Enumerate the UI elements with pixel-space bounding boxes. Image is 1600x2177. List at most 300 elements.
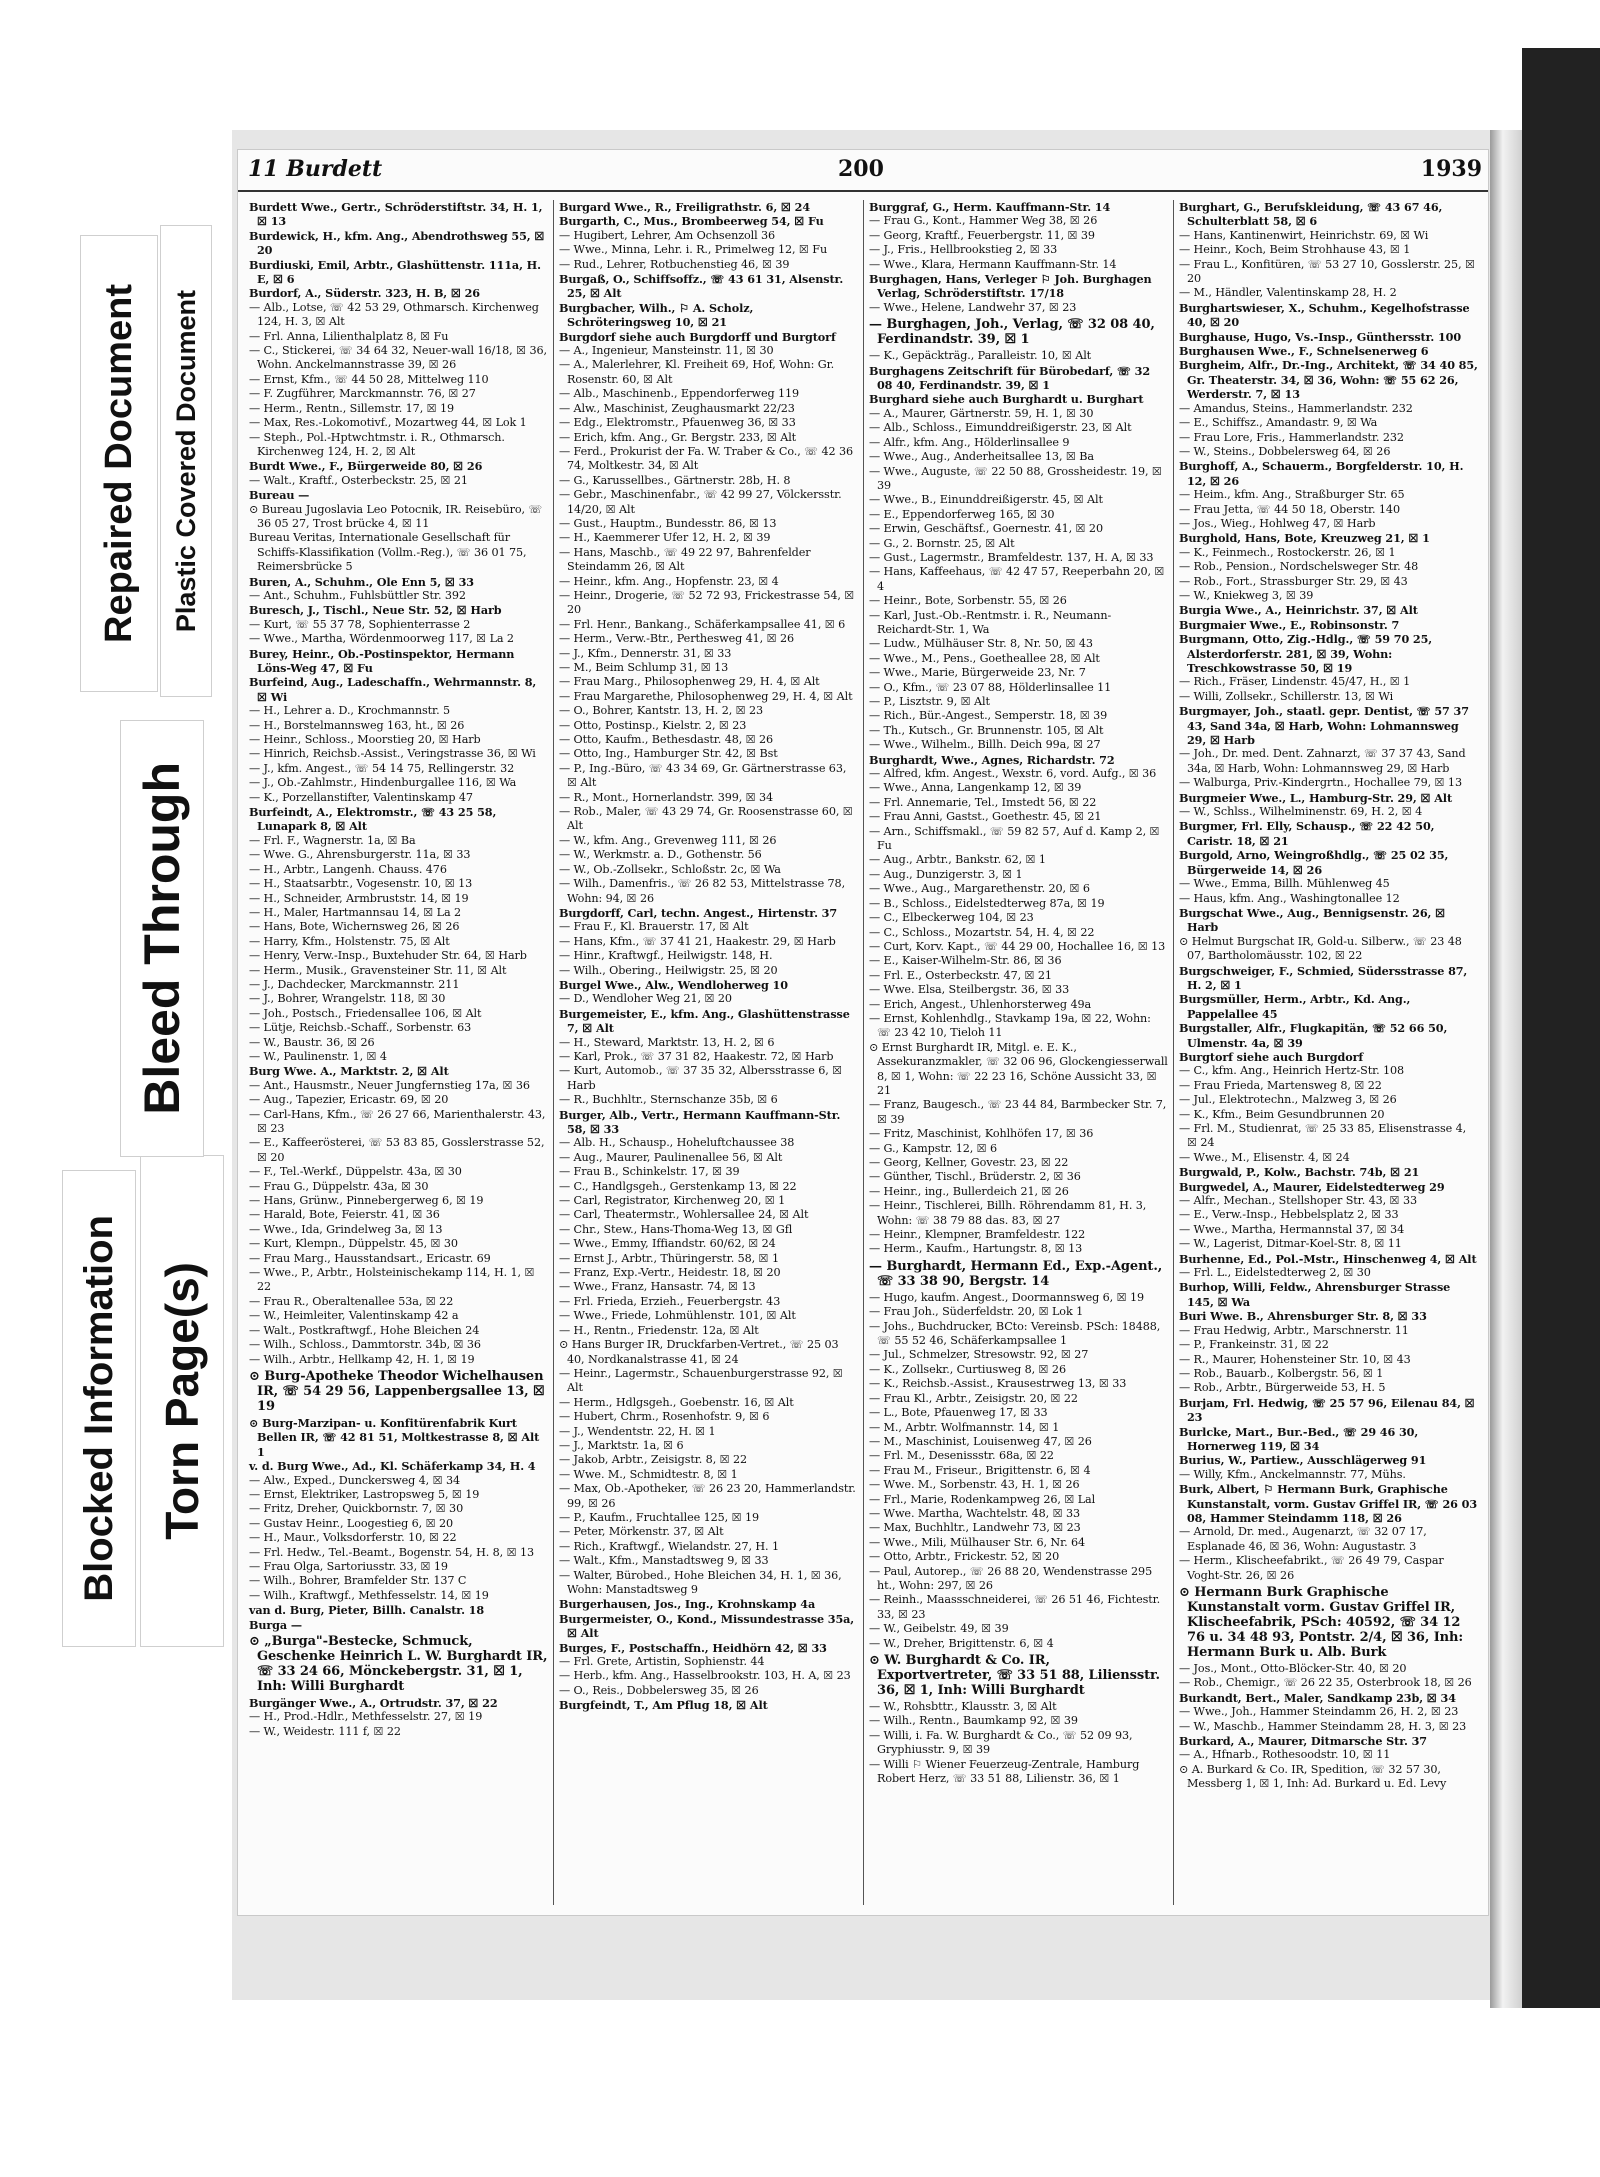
directory-entry: — Joh., Postsch., Friedensallee 106, ☒ Alt xyxy=(249,1006,482,1020)
directory-entry: — Frl. Anna, Lilienthalplatz 8, ☒ Fu xyxy=(249,329,449,343)
directory-entry: — Jos., Wieg., Hohlweg 47, ☒ Harb xyxy=(1179,516,1376,530)
directory-entry: — Chr., Stew., Hans-Thoma-Weg 13, ☒ Gfl xyxy=(559,1222,793,1236)
directory-entry: — Haus, kfm. Ang., Washingtonallee 12 xyxy=(1179,891,1400,905)
directory-entry: — Walt., Postkraftwgf., Hohe Bleichen 24 xyxy=(249,1323,480,1337)
directory-entry: — Rob., Arbtr., Bürgerweide 53, H. 5 xyxy=(1179,1381,1386,1395)
directory-entry: ⊙ A. Burkard & Co. IR, Spedition, ☏ 32 57 30, Messberg 1, ☒ 1, Inh: Ad. Burkard u. Ed. Levy xyxy=(1179,1762,1447,1791)
directory-entry: Bureau — xyxy=(249,488,310,503)
directory-entry: — W., Schlss., Wilhelminenstr. 69, H. 2, ☒ 4 xyxy=(1179,805,1423,819)
directory-entry: Burfeindt, A., Elektromstr., ☏ 43 25 58, Lunapark 8, ☒ Alt xyxy=(249,805,497,834)
directory-entry: — Wwe., Wilhelm., Billh. Deich 99a, ☒ 27 xyxy=(869,738,1101,752)
directory-entry: — K., Gepäckträg., Paralleistr. 10, ☒ Alt xyxy=(869,349,1092,363)
directory-entry: — E., Kaiser-Wilhelm-Str. 86, ☒ 36 xyxy=(869,954,1062,968)
directory-entry: v. d. Burg Wwe., Ad., Kl. Schäferkamp 34, H. 4 xyxy=(249,1459,536,1474)
directory-entry: Burgfeindt, T., Am Pflug 18, ☒ Alt xyxy=(559,1698,768,1713)
directory-entry: Buresch, J., Tischl., Neue Str. 52, ☒ Harb xyxy=(249,603,502,618)
directory-entry: Burgsmüller, Herm., Arbtr., Kd. Ang., Pappelallee 45 xyxy=(1179,992,1411,1021)
directory-entry: — Alfr., kfm. Ang., Hölderlinsallee 9 xyxy=(869,435,1070,449)
directory-entry: — Ferd., Prokurist der Fa. W. Traber & Co., ☏ 42 36 74, Moltkestr. 34, ☒ Alt xyxy=(559,444,854,473)
directory-entry: — Otto, Arbtr., Frickestr. 52, ☒ 20 xyxy=(869,1550,1060,1564)
directory-entry: — Gust., Lagermstr., Bramfeldestr. 137, H. A, ☒ 33 xyxy=(869,550,1154,564)
directory-entry: — Otto, Kaufm., Bethesdastr. 48, ☒ 26 xyxy=(559,733,774,747)
directory-entry: — H., Lehrer a. D., Krochmannstr. 5 xyxy=(249,704,451,718)
directory-entry: — Wwe., Joh., Hammer Steindamm 26, H. 2, ☒ 23 xyxy=(1179,1705,1459,1719)
directory-entry: — Erich, kfm. Ang., Gr. Bergstr. 233, ☒ Alt xyxy=(559,430,797,444)
directory-entry: — Frau Marg., Philosophenweg 29, H. 4, ☒ Alt xyxy=(559,675,820,689)
directory-entry: Burggraf, G., Herm. Kauffmann-Str. 14 xyxy=(869,200,1111,214)
directory-entry: — W., kfm. Ang., Grevenweg 111, ☒ 26 xyxy=(559,833,777,847)
directory-entry: — Alb. H., Schausp., Hoheluftchaussee 38 xyxy=(559,1136,795,1150)
directory-entry: — Frl. E., Osterbeckstr. 47, ☒ 21 xyxy=(869,968,1052,982)
directory-entry: Burghart, G., Berufskleidung, ☏ 43 67 46, Schulterblatt 58, ☒ 6 xyxy=(1179,200,1443,229)
directory-entry: — Herm., Klischeefabrikt., ☏ 26 49 79, Caspar Voght-Str. 26, ☒ 26 xyxy=(1179,1554,1444,1582)
directory-entry: — Karl, Just.-Ob.-Rentmstr. i. R., Neumann-Reichardt-Str. 1, Wa xyxy=(869,608,1112,636)
directory-entry: — C., Schloss., Mozartstr. 54, H. 4, ☒ 22 xyxy=(869,925,1095,939)
directory-entry: — E., Eppendorferweg 165, ☒ 30 xyxy=(869,507,1055,521)
directory-entry: Burgmaier Wwe., E., Robinsonstr. 7 xyxy=(1179,617,1400,632)
directory-entry: — Wwe., M., Elisenstr. 4, ☒ 24 xyxy=(1179,1150,1350,1164)
directory-entry: — Steph., Pol.-Hptwchtmstr. i. R., Othmarsch. Kirchenweg 124, H. 2, ☒ Alt xyxy=(249,430,505,458)
directory-entry: — Rich., Bür.-Angest., Semperstr. 18, ☒ 39 xyxy=(869,709,1108,723)
directory-entry: — Ernst, Kohlenhdlg., Stavkamp 19a, ☒ 22, Wohn: ☏ 23 42 10, Tieloh 11 xyxy=(869,1011,1151,1040)
directory-entry: — Aug., Maurer, Paulinenallee 56, ☒ Alt xyxy=(559,1150,783,1164)
directory-entry: — Hans, Kfm., ☏ 37 41 21, Haakestr. 29, ☒ Harb xyxy=(559,934,836,948)
directory-entry: — O., Reis., Dobbelersweg 35, ☒ 26 xyxy=(559,1683,759,1697)
directory-entry: — Rob., Bauarb., Kolbergstr. 56, ☒ 1 xyxy=(1179,1366,1384,1380)
directory-entry: Burk, Albert, ⚐ Hermann Burk, Graphische Kunstanstalt, vorm. Gustav Griffel IR, ☏ 26 03 08, Hammer Steindamm 118, ☒ 26 xyxy=(1179,1482,1478,1525)
directory-entry: — Heinr., Klempner, Bramfeldestr. 122 xyxy=(869,1228,1086,1242)
directory-entry: — R., Maurer, Hohensteiner Str. 10, ☒ 43 xyxy=(1179,1352,1411,1366)
stamp-plastic-covered xyxy=(160,225,212,697)
directory-entry: — Jul., Elektrotechn., Malzweg 3, ☒ 26 xyxy=(1179,1093,1397,1107)
directory-entry: — Rob., Maler, ☏ 43 29 74, Gr. Roosenstrasse 60, ☒ Alt xyxy=(559,805,853,833)
directory-entry: — Jos., Mont., Otto-Blöcker-Str. 40, ☒ 20 xyxy=(1179,1662,1407,1675)
directory-entry: — Kurt, Klempn., Düppelstr. 45, ☒ 30 xyxy=(249,1237,458,1251)
directory-entry: — W., Baustr. 36, ☒ 26 xyxy=(249,1035,375,1049)
directory-entry: — J., Bohrer, Wrangelstr. 118, ☒ 30 xyxy=(249,992,446,1006)
directory-entry: — Herm., Musik., Gravensteiner Str. 11, ☒ Alt xyxy=(249,963,507,977)
directory-entry: ⊙ W. Burghardt & Co. IR, Exportvertreter, ☏ 33 51 88, Liliensstr. 36, ☒ 1, Inh: Willi Burghardt xyxy=(869,1653,1160,1698)
directory-entry: Burgaß, O., Schiffsoffz., ☏ 43 61 31, Alsenstr. 25, ☒ Alt xyxy=(559,272,844,301)
directory-entry: — E., Verw.-Insp., Hebbelsplatz 2, ☒ 33 xyxy=(1179,1208,1399,1222)
directory-entry: — Wwe., Auguste, ☏ 22 50 88, Grossheidestr. 19, ☒ 39 xyxy=(869,464,1162,492)
directory-entry: — W., Werkmstr. a. D., Gothenstr. 56 xyxy=(559,848,762,862)
directory-entry: Burhenne, Ed., Pol.-Mstr., Hinschenweg 4, ☒ Alt xyxy=(1179,1251,1477,1266)
directory-entry: — Alb., Lotse, ☏ 42 53 29, Othmarsch. Kirchenweg 124, H. 3, ☒ Alt xyxy=(249,300,539,329)
stamp-repaired-document xyxy=(80,235,158,692)
directory-entry: — H., Prod.-Hdlr., Methfesselstr. 27, ☒ 19 xyxy=(249,1710,483,1724)
directory-entry: Burghause, Hugo, Vs.-Insp., Günthersstr. 100 xyxy=(1179,329,1462,344)
directory-entry: — Wwe. G., Ahrensburgerstr. 11a, ☒ 33 xyxy=(249,848,471,862)
stamp-label: Plastic Covered Document xyxy=(170,289,201,633)
directory-entry: — Frau Marg., Hausstandsart., Ericastr. 69 xyxy=(249,1251,491,1265)
directory-entry: — Frau B., Schinkelstr. 17, ☒ 39 xyxy=(559,1165,740,1179)
directory-entry: — K., Feinmech., Rostockerstr. 26, ☒ 1 xyxy=(1179,545,1396,559)
directory-entry: — Amandus, Steins., Hammerlandstr. 232 xyxy=(1179,401,1413,415)
directory-entry: — J., Wendentstr. 22, H. ☒ 1 xyxy=(559,1424,716,1438)
directory-entry: — D., Wendloher Weg 21, ☒ 20 xyxy=(559,992,732,1006)
directory-entry: — K., Porzellanstifter, Valentinskamp 47 xyxy=(249,790,473,804)
directory-entry: — C., Handlgsgeh., Gerstenkamp 13, ☒ 22 xyxy=(559,1179,797,1193)
directory-entry: Burgel Wwe., Alw., Wendloherweg 10 xyxy=(559,977,788,992)
directory-entry: — Karl, Prok., ☏ 37 31 82, Haakestr. 72, ☒ Harb xyxy=(559,1049,834,1063)
directory-entry: — Aug., Dunzigerstr. 3, ☒ 1 xyxy=(869,867,1023,881)
directory-entry: — Frl. M., Desenissstr. 68a, ☒ 22 xyxy=(869,1449,1054,1463)
directory-entry: Burgmayer, Joh., staatl. gepr. Dentist, ☏ 57 37 43, Sand 34a, ☒ Harb, Wohn: Lohmannsweg 29, ☒ Harb xyxy=(1179,704,1469,748)
directory-entry: — J., Marktstr. 1a, ☒ 6 xyxy=(559,1438,684,1452)
directory-entry: — H., Staatsarbtr., Vogesenstr. 10, ☒ 13 xyxy=(249,877,473,891)
directory-entry: Burghard siehe auch Burghardt u. Burghart xyxy=(869,392,1144,407)
stamp-label: Repaired Document xyxy=(97,284,140,643)
directory-entry: — Ant., Hausmstr., Neuer Jungfernstieg 17a, ☒ 36 xyxy=(249,1078,530,1092)
directory-entry: — C., Stickerei, ☏ 34 64 32, Neuer-wall 16/18, ☒ 36, Wohn. Anckelmannstrasse 39, ☒ 26 xyxy=(249,344,547,372)
directory-entry: — Frau Joh., Süderfeldstr. 20, ☒ Lok 1 xyxy=(869,1305,1084,1319)
directory-entry: — Arnold, Dr. med., Augenarzt, ☏ 32 07 17, Esplanade 46, ☒ 36, Wohn: Augustastr. 3 xyxy=(1179,1525,1427,1553)
directory-entry: ⊙ Helmut Burgschat IR, Gold-u. Silberw., ☏ 23 48 07, Bartholomäusstr. 102, ☒ 22 xyxy=(1179,934,1462,963)
directory-entry: — B., Schloss., Eidelstedterweg 87a, ☒ 19 xyxy=(869,896,1105,910)
directory-entry: ⊙ Burg-Marzipan- u. Konfitürenfabrik Kurt Bellen IR, ☏ 42 81 51, Moltkestrasse 8, ☒ Alt 1 xyxy=(249,1415,540,1459)
directory-entry: — L., Bote, Pfauenweg 17, ☒ 33 xyxy=(869,1406,1048,1420)
directory-entry: Burges, F., Postschaffn., Heidhörn 42, ☒ 33 xyxy=(559,1640,827,1655)
directory-entry: ⊙ „Burga"-Bestecke, Schmuck, Geschenke Heinrich L. W. Burghardt IR, ☏ 33 24 66, Mönckebergstr. 31, ☒ 1, Inh: Willi Burghardt xyxy=(249,1634,548,1694)
directory-entry: Burga — xyxy=(249,1617,302,1632)
directory-entry: — Wwe. Martha, Wachtelstr. 48, ☒ 33 xyxy=(869,1506,1081,1520)
directory-entry: Burghardt, Wwe., Agnes, Richardstr. 72 xyxy=(869,752,1115,767)
directory-entry: — Wwe. M., Schmidtestr. 8, ☒ 1 xyxy=(559,1467,738,1481)
stamp-bleed-through xyxy=(120,720,204,1157)
directory-entry: Burdiuski, Emil, Arbtr., Glashüttenstr. 111a, H. E, ☒ 6 xyxy=(249,257,541,287)
directory-entry: Burgerhausen, Jos., Ing., Krohnskamp 4a xyxy=(559,1597,816,1612)
directory-entry: — Carl, Registrator, Kirchenweg 20, ☒ 1 xyxy=(559,1194,786,1208)
directory-entry: — R., Mont., Hornerlandstr. 399, ☒ 34 xyxy=(559,790,774,804)
directory-entry: — Paul, Autorep., ☏ 26 88 20, Wendenstrasse 295 ht., Wohn: 297, ☒ 26 xyxy=(869,1564,1153,1592)
directory-entry: — W., Maschb., Hammer Steindamm 28, H. 3, ☒ 23 xyxy=(1179,1719,1467,1733)
directory-entry: Burjam, Frl. Hedwig, ☏ 25 57 96, Eilenau 84, ☒ 23 xyxy=(1179,1395,1475,1425)
directory-entry: — Wwe., Klara, Hermann Kauffmann-Str. 14 xyxy=(869,257,1117,271)
directory-entry: — Harald, Bote, Feierstr. 41, ☒ 36 xyxy=(249,1208,440,1222)
directory-entry: Burkard, A., Maurer, Ditmarsche Str. 37 xyxy=(1179,1734,1427,1749)
directory-entry: — A., Hfnarb., Rothesoodstr. 10, ☒ 11 xyxy=(1179,1748,1391,1762)
directory-entry: — Walter, Bürobed., Hohe Bleichen 34, H. 1, ☒ 36, Wohn: Manstadtsweg 9 xyxy=(559,1568,842,1596)
directory-entry: — Frau Jetta, ☏ 44 50 18, Oberstr. 140 xyxy=(1179,502,1400,516)
directory-entry: — Wwe., Marie, Bürgerweide 23, Nr. 7 xyxy=(869,666,1086,680)
directory-entry: Burgdorff, Carl, techn. Angest., Hirtenstr. 37 xyxy=(559,905,838,920)
directory-entry: — Alb., Maschinenb., Eppendorferweg 119 xyxy=(559,387,800,401)
directory-entry: — Frau Margarethe, Philosophenweg 29, H. 4, ☒ Alt xyxy=(559,689,853,703)
directory-entry: — H., Rentn., Friedenstr. 12a, ☒ Alt xyxy=(559,1323,759,1337)
column-3 xyxy=(864,200,1174,1905)
directory-entry: — Otto, Ing., Hamburger Str. 42, ☒ Bst xyxy=(559,747,778,761)
directory-entry: — H., Arbtr., Langenh. Chauss. 476 xyxy=(249,862,447,876)
directory-entry: — Ludw., Mülhäuser Str. 8, Nr. 50, ☒ 43 xyxy=(869,637,1093,651)
directory-entry: — Alw., Maschinist, Zeughausmarkt 22/23 xyxy=(559,401,795,415)
directory-entry: — Wwe., Ida, Grindelweg 3a, ☒ 13 xyxy=(249,1222,443,1236)
directory-entry: — W., Lagerist, Ditmar-Koel-Str. 8, ☒ 11 xyxy=(1179,1237,1402,1251)
column-1 xyxy=(244,200,554,1905)
directory-entry: — P., Kaufm., Fruchtallee 125, ☒ 19 xyxy=(559,1510,760,1524)
directory-entry: — Joh., Dr. med. Dent. Zahnarzt, ☏ 37 37 43, Sand 34a, ☒ Harb, Wohn: Lohmannsweg 29, ☒ Harb xyxy=(1179,747,1466,775)
directory-entry: — Willy, Kfm., Anckelmannstr. 77, Mühs. xyxy=(1179,1467,1406,1481)
directory-entry: — J., Ob.-Zahlmstr., Hindenburgallee 116, ☒ Wa xyxy=(249,776,517,790)
directory-entry: — Reinh., Maassschneiderei, ☏ 26 51 46, Fichtestr. 33, ☒ 23 xyxy=(869,1593,1161,1621)
directory-entry: Burghold, Hans, Bote, Kreuzweg 21, ☒ 1 xyxy=(1179,531,1430,546)
directory-entry: — K., Kfm., Beim Gesundbrunnen 20 xyxy=(1179,1107,1385,1121)
directory-entry: — Walt., Kraftf., Osterbeckstr. 25, ☒ 21 xyxy=(249,473,468,487)
directory-entry: — G., 2. Bornstr. 25, ☒ Alt xyxy=(869,536,1015,550)
directory-entry: — Frau Kl., Arbtr., Zeisigstr. 20, ☒ 22 xyxy=(869,1391,1078,1405)
directory-entry: — H., Steward, Marktstr. 13, H. 2, ☒ 6 xyxy=(559,1035,775,1049)
directory-entry: — Heinr., Tischlerei, Billh. Röhrendamm 81, H. 3, Wohn: ☏ 38 79 88 das. 83, ☒ 27 xyxy=(869,1199,1147,1227)
directory-entry: Buren, A., Schuhm., Ole Enn 5, ☒ 33 xyxy=(249,574,474,589)
directory-entry: — A., Ingenieur, Mansteinstr. 11, ☒ 30 xyxy=(559,344,774,358)
directory-entry: — Hans, Kaffeehaus, ☏ 42 47 57, Reeperbahn 20, ☒ 4 xyxy=(869,565,1165,593)
directory-entry: Burfeind, Aug., Ladeschaffn., Wehrmannstr. 8, ☒ Wi xyxy=(249,675,537,704)
directory-entry: — Walt., Kfm., Manstadtsweg 9, ☒ 33 xyxy=(559,1554,769,1568)
directory-entry: — Frau Olga, Sartoriusstr. 33, ☒ 19 xyxy=(249,1559,448,1573)
directory-entry: — H., Maler, Hartmannsau 14, ☒ La 2 xyxy=(249,905,462,919)
columns xyxy=(244,200,1484,1905)
directory-entry: ⊙ Hans Burger IR, Druckfarben-Vertret., ☏ 25 03 40, Nordkanalstrasse 41, ☒ 24 xyxy=(559,1338,839,1366)
directory-entry: — K., Zollsekr., Curtiusweg 8, ☒ 26 xyxy=(869,1362,1066,1376)
directory-entry: Burgarth, C., Mus., Brombeerweg 54, ☒ Fu xyxy=(559,214,824,229)
directory-entry: — H., Borstelmannsweg 163, ht., ☒ 26 xyxy=(249,718,465,732)
directory-entry: — Henry, Verw.-Insp., Buxtehuder Str. 64, ☒ Harb xyxy=(249,949,527,963)
directory-entry: Burghartswieser, X., Schuhm., Kegelhofstrasse 40, ☒ 20 xyxy=(1179,300,1470,330)
directory-entry: — Frl. F., Wagnerstr. 1a, ☒ Ba xyxy=(249,833,416,847)
directory-entry: — W., Kniekweg 3, ☒ 39 xyxy=(1179,588,1314,602)
directory-entry: — Heinr., Drogerie, ☏ 52 72 93, Frickestrasse 54, ☒ 20 xyxy=(559,588,855,617)
directory-entry: — W., Rohsbttr., Klausstr. 3, ☒ Alt xyxy=(869,1700,1057,1713)
directory-entry: van d. Burg, Pieter, Billh. Canalstr. 18 xyxy=(249,1603,485,1618)
directory-entry: — Wilh., Obering., Heilwigstr. 25, ☒ 20 xyxy=(559,963,778,977)
directory-entry: — Jakob, Arbtr., Zeisigstr. 8, ☒ 22 xyxy=(559,1453,748,1467)
directory-entry: — Hinrich, Reichsb.-Assist., Veringstrasse 36, ☒ Wi xyxy=(249,747,536,761)
directory-entry: — Wwe., Mili, Mülhauser Str. 6, Nr. 64 xyxy=(869,1535,1086,1549)
directory-entry: — Hugo, kaufm. Angest., Doormannsweg 6, ☒ 19 xyxy=(869,1290,1144,1304)
header-name-range: 11 Burdett xyxy=(248,156,383,182)
directory-entry: Burgermeister, O., Kond., Missundestrasse 35a, ☒ Alt xyxy=(559,1611,855,1641)
scanner-border-right xyxy=(1522,48,1600,2008)
directory-entry: — A., Maurer, Gärtnerstr. 59, H. 1, ☒ 30 xyxy=(869,406,1094,420)
directory-entry: — W., Steins., Dobbelersweg 64, ☒ 26 xyxy=(1179,444,1391,458)
directory-entry: — Frl., Marie, Rodenkampweg 26, ☒ Lal xyxy=(869,1492,1096,1506)
directory-entry: — Alb., Schloss., Eimunddreißigerstr. 23, ☒ Alt xyxy=(869,421,1132,435)
directory-entry: — Alfr., Mechan., Stellshoper Str. 43, ☒ 33 xyxy=(1179,1194,1417,1208)
directory-entry: — Frau Hedwig, Arbtr., Marschnerstr. 11 xyxy=(1179,1323,1409,1337)
directory-entry: — Frau R., Oberaltenallee 53a, ☒ 22 xyxy=(249,1294,454,1308)
directory-entry: — Heim., kfm. Ang., Straßburger Str. 65 xyxy=(1179,488,1405,502)
directory-entry: — J., Kfm., Dennerstr. 31, ☒ 33 xyxy=(559,646,732,660)
directory-entry: — Walburga, Priv.-Kindergrtn., Hochallee 79, ☒ 13 xyxy=(1179,776,1462,790)
directory-entry: — W., Dreher, Brigittenstr. 6, ☒ 4 xyxy=(869,1636,1054,1650)
directory-entry: — W., Geibelstr. 49, ☒ 39 xyxy=(869,1622,1009,1636)
directory-entry: — Frl. Hedw., Tel.-Beamt., Bogenstr. 54, H. 8, ☒ 13 xyxy=(249,1545,534,1559)
directory-entry: — Max, Buchhltr., Landwehr 73, ☒ 23 xyxy=(869,1521,1081,1535)
directory-entry: — J., Dachdecker, Marckmannstr. 211 xyxy=(249,977,460,991)
directory-entry: — Hans, Maschb., ☏ 49 22 97, Bahrenfelder Steindamm 26, ☒ Alt xyxy=(559,545,811,574)
directory-entry: — Willi, i. Fa. W. Burghardt & Co., ☏ 52 09 93, Gryphiusstr. 9, ☒ 39 xyxy=(869,1728,1133,1757)
directory-entry: — Frau F., Kl. Brauerstr. 17, ☒ Alt xyxy=(559,920,749,934)
directory-entry: — Ernst, Kfm., ☏ 44 50 28, Mittelweg 110 xyxy=(249,372,489,386)
directory-entry: — F. Zugführer, Marckmannstr. 76, ☒ 27 xyxy=(249,387,476,401)
page-number: 200 xyxy=(838,156,884,182)
directory-entry: — Gust., Hauptm., Bundesstr. 86, ☒ 13 xyxy=(559,516,777,530)
directory-entry: Burgemeister, E., kfm. Ang., Glashüttenstrasse 7, ☒ Alt xyxy=(559,1006,850,1036)
directory-entry: — O., Kfm., ☏ 23 07 88, Hölderlinsallee 11 xyxy=(869,680,1112,694)
directory-entry: Burey, Heinr., Ob.-Postinspektor, Hermann Löns-Weg 47, ☒ Fu xyxy=(249,646,515,675)
directory-entry: — Rich., Kraftwgf., Wielandstr. 27, H. 1 xyxy=(559,1539,779,1553)
directory-entry: — Rob., Chemigr., ☏ 26 22 35, Osterbrook 18, ☒ 26 xyxy=(1179,1676,1472,1690)
directory-entry: — Frl. Annemarie, Tel., Imstedt 56, ☒ 22 xyxy=(869,795,1097,809)
directory-entry: — W., Heimleiter, Valentinskamp 42 a xyxy=(249,1309,459,1323)
directory-entry: Burius, W., Partiew., Ausschlägerweg 91 xyxy=(1179,1453,1427,1468)
directory-entry: — Wilh., Arbtr., Hellkamp 42, H. 1, ☒ 19 xyxy=(249,1352,475,1366)
directory-entry: — P., Frankeinstr. 31, ☒ 22 xyxy=(1179,1338,1329,1352)
directory-entry: — Frl. L., Eidelstedterweg 2, ☒ 30 xyxy=(1179,1266,1371,1280)
directory-entry: Burghagen, Hans, Verleger ⚐ Joh. Burghagen Verlag, Schröderstiftstr. 17/18 xyxy=(869,272,1152,301)
scan-margin-bottom xyxy=(0,2008,1600,2177)
directory-entry: — Georg, Kraftf., Feuerbergstr. 11, ☒ 39 xyxy=(869,228,1095,242)
directory-entry: — Th., Kutsch., Gr. Brunnenstr. 105, ☒ Alt xyxy=(869,723,1104,737)
directory-entry: — M., Beim Schlump 31, ☒ 13 xyxy=(559,661,729,674)
directory-entry: — Fritz, Maschinist, Kohlhöfen 17, ☒ 36 xyxy=(869,1127,1094,1141)
directory-entry: — Wilh., Damenfris., ☏ 26 82 53, Mittelstrasse 78, Wohn: 94, ☒ 26 xyxy=(559,877,846,905)
directory-entry: — M., Händler, Valentinskamp 28, H. 2 xyxy=(1179,286,1397,300)
directory-entry: — Wwe., Anna, Langenkamp 12, ☒ 39 xyxy=(869,781,1082,795)
directory-entry: — Hans, Bote, Wichernsweg 26, ☒ 26 xyxy=(249,920,460,934)
directory-entry: — Wwe., Friede, Lohmühlenstr. 101, ☒ Alt xyxy=(559,1309,796,1323)
directory-entry: — Hans, Grünw., Pinnebergerweg 6, ☒ 19 xyxy=(249,1194,484,1208)
directory-entry: Burgschat Wwe., Aug., Bennigsenstr. 26, ☒ Harb xyxy=(1179,905,1446,935)
directory-entry: — Peter, Mörkenstr. 37, ☒ Alt xyxy=(559,1525,724,1539)
directory-entry: — Carl, Theatermstr., Wohlersallee 24, ☒ Alt xyxy=(559,1208,809,1222)
directory-entry: — E., Kaffeerösterei, ☏ 53 83 85, Gosslerstrasse 52, ☒ 20 xyxy=(249,1136,545,1164)
directory-entry: — Günther, Tischl., Brüderstr. 2, ☒ 36 xyxy=(869,1170,1081,1184)
directory-entry: Burgard Wwe., R., Freiligrathstr. 6, ☒ 24 xyxy=(559,200,811,214)
directory-entry: — Gustav Heinr., Loogestieg 6, ☒ 20 xyxy=(249,1516,454,1530)
directory-entry: Burger, Alb., Vertr., Hermann Kauffmann-Str. 58, ☒ 33 xyxy=(559,1107,841,1136)
directory-entry: Burgold, Arno, Weingroßhdlg., ☏ 25 02 35, Bürgerweide 14, ☒ 26 xyxy=(1179,848,1449,877)
directory-entry: — Aug., Arbtr., Bankstr. 62, ☒ 1 xyxy=(869,853,1046,867)
directory-page xyxy=(238,150,1488,1915)
directory-entry: — W., Ob.-Zollsekr., Schloßstr. 2c, ☒ Wa xyxy=(559,862,781,876)
directory-entry: Burgheim, Alfr., Dr.-Ing., Architekt, ☏ 34 40 85, Gr. Theaterstr. 34, ☒ 36, Wohn: ☏ 55 62 26, Werderstr. 7, ☒ 13 xyxy=(1179,358,1478,402)
directory-entry: Bureau Veritas, Internationale Gesellschaft für Schiffs-Klassifikation (Vollm.-Reg.), ☏ 36 01 75, Reimersbrücke 5 xyxy=(249,531,527,574)
directory-entry: — Frl. Frieda, Erzieh., Feuerbergstr. 43 xyxy=(559,1294,781,1308)
directory-entry: — R., Buchhltr., Sternschanze 35b, ☒ 6 xyxy=(559,1093,778,1107)
stamp-strip xyxy=(0,0,240,2177)
directory-entry: — Franz, Exp.-Vertr., Heidestr. 18, ☒ 20 xyxy=(559,1266,781,1280)
directory-entry: Burghausen Wwe., F., Schnelsenerweg 6 xyxy=(1179,344,1429,359)
directory-entry: Burdewick, H., kfm. Ang., Abendrothsweg 55, ☒ 20 xyxy=(249,228,545,258)
directory-entry: — Frau L., Konfitüren, ☏ 53 27 10, Gosslerstr. 25, ☒ 20 xyxy=(1179,257,1475,286)
directory-entry: — Kurt, ☏ 55 37 78, Sophienterrasse 2 xyxy=(249,617,471,631)
directory-entry: — Heinr., kfm. Ang., Hopfenstr. 23, ☒ 4 xyxy=(559,574,779,588)
directory-entry: — Rud., Lehrer, Rotbuchenstieg 46, ☒ 39 xyxy=(559,257,790,271)
directory-entry: — Frau Frieda, Martensweg 8, ☒ 22 xyxy=(1179,1078,1382,1092)
directory-entry: Burgmann, Otto, Zig.-Hdlg., ☏ 59 70 25, Alsterdorferstr. 281, ☒ 39, Wohn: Treschkowstrasse 50, ☒ 19 xyxy=(1179,632,1433,675)
directory-entry: — Max, Res.-Lokomotivf., Mozartweg 44, ☒ Lok 1 xyxy=(249,416,527,430)
directory-entry: — Wilh., Rentn., Baumkamp 92, ☒ 39 xyxy=(869,1714,1078,1728)
directory-entry: Burgstaller, Alfr., Flugkapitän, ☏ 52 66 50, Ulmenstr. 4a, ☒ 39 xyxy=(1179,1021,1448,1050)
directory-entry: — Wwe., Martha, Wördenmoorweg 117, ☒ La 2 xyxy=(249,632,514,646)
directory-entry: Burgwald, P., Kolw., Bachstr. 74b, ☒ 21 xyxy=(1179,1165,1420,1180)
directory-entry: — Wwe., Aug., Margarethenstr. 20, ☒ 6 xyxy=(869,882,1090,896)
directory-entry: — Harry, Kfm., Holstenstr. 75, ☒ Alt xyxy=(249,934,450,948)
directory-entry: — Fritz, Dreher, Quickbornstr. 7, ☒ 30 xyxy=(249,1502,464,1516)
directory-entry: — W., Weidestr. 111 f, ☒ 22 xyxy=(249,1724,401,1738)
directory-entry: — Willi ⚐ Wiener Feuerzeug-Zentrale, Hamburg Robert Herz, ☏ 33 51 88, Lilienstr. 36, ☒ 1 xyxy=(869,1757,1140,1786)
directory-entry: — E., Schiffsz., Amandastr. 9, ☒ Wa xyxy=(1179,416,1378,430)
directory-entry: — Burghagen, Joh., Verlag, ☏ 32 08 40, Ferdinandstr. 39, ☒ 1 xyxy=(869,317,1155,348)
directory-entry: — M., Maschinist, Louisenweg 47, ☒ 26 xyxy=(869,1434,1092,1448)
directory-entry: — Wwe., Emmy, Iffiandstr. 60/62, ☒ 24 xyxy=(559,1237,776,1251)
header-year: 1939 xyxy=(1420,156,1482,182)
directory-entry: Burdett Wwe., Gertr., Schröderstiftstr. 34, H. 1, ☒ 13 xyxy=(249,200,543,229)
directory-entry: Burg Wwe. A., Marktstr. 2, ☒ Alt xyxy=(249,1064,449,1079)
directory-entry: Buri Wwe. B., Ahrensburger Str. 8, ☒ 33 xyxy=(1179,1309,1427,1324)
directory-entry: — P., Ing.-Büro, ☏ 43 34 69, Gr. Gärtnerstrasse 63, ☒ Alt xyxy=(559,761,847,790)
directory-entry: — Alfred, kfm. Angest., Wexstr. 6, vord. Aufg., ☒ 36 xyxy=(869,767,1157,781)
directory-entry: — Hinr., Kraftwgf., Heilwigstr. 148, H. xyxy=(559,949,773,963)
book-gutter xyxy=(1490,130,1522,2010)
directory-entry: — Wilh., Kraftwgf., Methfesselstr. 14, ☒ 19 xyxy=(249,1588,489,1602)
directory-entry: Burgmer, Frl. Elly, Schausp., ☏ 22 42 50, Caristr. 18, ☒ 21 xyxy=(1179,819,1435,848)
directory-entry: — Jul., Schmelzer, Stresowstr. 92, ☒ 27 xyxy=(869,1348,1089,1362)
directory-entry: — Wwe., Franz, Hansastr. 74, ☒ 13 xyxy=(559,1280,756,1294)
directory-entry: Burghoff, A., Schauerm., Borgfelderstr. 10, H. 12, ☒ 26 xyxy=(1179,459,1464,488)
directory-entry: — Herm., Verw.-Btr., Perthesweg 41, ☒ 26 xyxy=(559,632,794,646)
directory-entry: — W., Paulinenstr. 1, ☒ 4 xyxy=(249,1049,387,1063)
stamp-label: Blocked Information xyxy=(76,1215,121,1602)
directory-entry: — Herm., Kaufm., Hartungstr. 8, ☒ 13 xyxy=(869,1242,1083,1256)
directory-entry: — A., Malerlehrer, Kl. Freiheit 69, Hof, Wohn: Gr. Rosenstr. 60, ☒ Alt xyxy=(559,358,835,386)
stamp-torn-pages xyxy=(140,1155,224,1647)
directory-entry: — Wwe., B., Einunddreißigerstr. 45, ☒ Alt xyxy=(869,493,1103,507)
directory-entry: — Heinr., Bote, Sorbenstr. 55, ☒ 26 xyxy=(869,594,1067,608)
directory-entry: — Willi, Zollsekr., Schillerstr. 13, ☒ Wi xyxy=(1179,689,1394,703)
directory-entry: — Frau G., Kont., Hammer Weg 38, ☒ 26 xyxy=(869,214,1098,228)
directory-entry: — J., Fris., Hellbrookstieg 2, ☒ 33 xyxy=(869,243,1058,257)
directory-entry: — Wwe., Minna, Lehr. i. R., Primelweg 12, ☒ Fu xyxy=(559,243,828,257)
directory-entry: — Herm., Rentn., Sillemstr. 17, ☒ 19 xyxy=(249,401,455,415)
directory-entry: — Rob., Pension., Nordschelsweger Str. 48 xyxy=(1179,560,1419,574)
directory-entry: — Wilh., Bohrer, Bramfelder Str. 137 C xyxy=(249,1574,467,1588)
directory-entry: — Gebr., Maschinenfabr., ☏ 42 99 27, Völckersstr. 14/20, ☒ Alt xyxy=(559,488,842,516)
directory-entry: — F., Tel.-Werkf., Düppelstr. 43a, ☒ 30 xyxy=(249,1165,462,1179)
directory-entry: Burgwedel, A., Maurer, Eidelstedterweg 29 xyxy=(1179,1179,1445,1194)
directory-entry: — Alw., Exped., Dunckersweg 4, ☒ 34 xyxy=(249,1473,461,1487)
directory-entry: ⊙ Burg-Apotheke Theodor Wichelhausen IR, ☏ 54 29 56, Lappenbergsallee 13, ☒ 19 xyxy=(249,1368,545,1414)
directory-entry: — Frau M., Friseur., Brigittenstr. 6, ☒ 4 xyxy=(869,1463,1091,1477)
directory-entry: Burgmeier Wwe., L., Hamburg-Str. 29, ☒ Alt xyxy=(1179,790,1453,805)
directory-entry: — Curt, Korv. Kapt., ☏ 44 29 00, Hochallee 16, ☒ 13 xyxy=(869,939,1166,953)
directory-entry: — Aug., Tapezier, Ericastr. 69, ☒ 20 xyxy=(249,1093,449,1107)
directory-entry: ⊙ Ernst Burghardt IR, Mitgl. e. E. K., Assekuranzmakler, ☏ 32 06 96, Glockengiesserwall 8, ☒ 1, Wohn: ☏ 22 23 16, Schöne Aussicht 33, ☒ 21 xyxy=(869,1040,1168,1097)
directory-entry: — O., Bohrer, Kantstr. 13, H. 2, ☒ 23 xyxy=(559,704,764,718)
directory-entry: Burkandt, Bert., Maler, Sandkamp 23b, ☒ 34 xyxy=(1179,1690,1456,1705)
directory-entry: — Frau Lore, Fris., Hammerlandstr. 232 xyxy=(1179,430,1404,444)
directory-entry: — Wwe. M., Sorbenstr. 43, H. 1, ☒ 26 xyxy=(869,1478,1080,1492)
directory-entry: — Rob., Fort., Strassburger Str. 29, ☒ 43 xyxy=(1179,574,1408,588)
column-4 xyxy=(1174,200,1484,1905)
directory-entry: — Heinr., ing., Bullerdeich 21, ☒ 26 xyxy=(869,1184,1069,1198)
directory-entry: — Herm., Hdlgsgeh., Goebenstr. 16, ☒ Alt xyxy=(559,1395,794,1409)
page-header xyxy=(238,150,1488,192)
directory-entry: — Wwe., Emma, Billh. Mühlenweg 45 xyxy=(1179,877,1390,891)
directory-entry: — Ant., Schuhm., Fuhlsbüttler Str. 392 xyxy=(249,588,466,602)
directory-entry: — G., Kampstr. 12, ☒ 6 xyxy=(869,1141,998,1155)
